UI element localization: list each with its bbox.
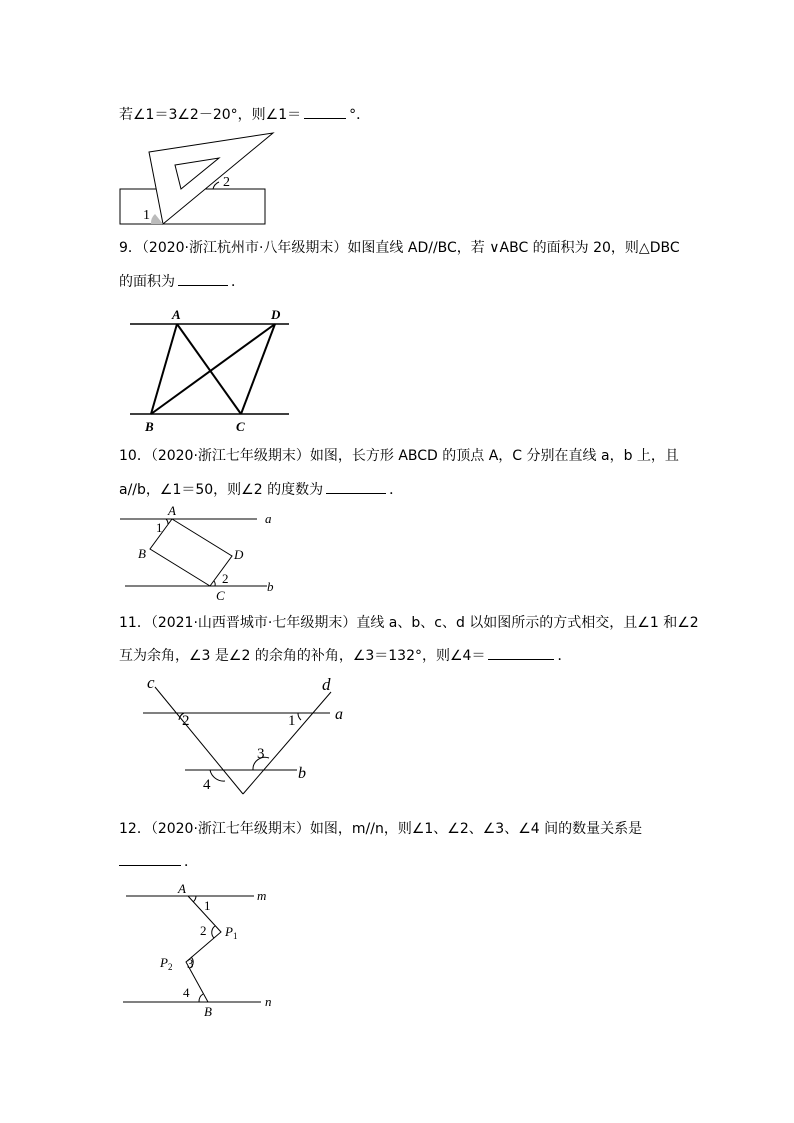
q11-label-a: a bbox=[335, 706, 343, 723]
q8-answer-blank bbox=[304, 104, 346, 119]
q11-line2 bbox=[119, 645, 571, 665]
q9-label-D: D bbox=[271, 307, 281, 322]
q11-figure bbox=[135, 670, 360, 800]
q11-angle4-arc bbox=[210, 770, 225, 781]
q9-segment-AC bbox=[177, 324, 241, 414]
q12-label-B: B bbox=[204, 1004, 212, 1019]
q9-answer-blank bbox=[178, 271, 228, 286]
q11-label-c: c bbox=[147, 673, 155, 692]
q9-line2-end: ． bbox=[231, 274, 245, 290]
q12-label-3: 3 bbox=[187, 956, 194, 971]
q10-line1: 10．（2020·浙江七年级期末）如图，长方形 ABCD 的顶点 A，C 分别在直线 a，b 上，且 bbox=[119, 448, 679, 464]
q11-angle1-arc bbox=[298, 713, 301, 720]
q9-segment-AB bbox=[151, 324, 177, 414]
q12-label-4: 4 bbox=[183, 985, 190, 1000]
q10-figure bbox=[115, 503, 285, 603]
q9-line2 bbox=[119, 271, 245, 291]
q12-angle4-arc bbox=[199, 994, 203, 1002]
q12-label-A: A bbox=[178, 881, 186, 896]
q11-line1: 11．（2021·山西晋城市·七年级期末）直线 a、b、c、d 以如图所示的方式相交，且∠1 和∠2 bbox=[119, 615, 699, 631]
q12-label-1: 1 bbox=[204, 898, 211, 913]
q11-line2-text: 互为余角，∠3 是∠2 的余角的补角，∠3＝132°，则∠4＝ bbox=[119, 648, 486, 664]
q12-label-m: m bbox=[257, 888, 267, 903]
q10-line2 bbox=[119, 479, 403, 499]
q11-label-d: d bbox=[322, 675, 331, 694]
q8-text-pre: 若∠1＝3∠2－20°，则∠1＝ bbox=[119, 107, 302, 123]
q10-line2-end: ． bbox=[389, 482, 404, 498]
q10-label-2: 2 bbox=[222, 571, 229, 586]
q8-set-square bbox=[149, 133, 273, 224]
q12-answer-blank bbox=[119, 851, 181, 866]
q10-label-C: C bbox=[216, 588, 225, 603]
q9-segment-DB bbox=[151, 324, 275, 414]
q9-label-A: A bbox=[172, 307, 181, 322]
q12-label-P2: $P_2$ bbox=[160, 955, 173, 972]
q11-label-b: b bbox=[298, 765, 306, 782]
q12-label-n: n bbox=[265, 994, 272, 1009]
q9-label-B: B bbox=[145, 419, 154, 434]
q11-label-1: 1 bbox=[288, 713, 296, 729]
q11-line-d bbox=[243, 692, 331, 794]
q9-figure bbox=[125, 300, 300, 435]
q12-figure bbox=[118, 878, 288, 1020]
q10-answer-blank bbox=[326, 479, 386, 494]
q8-label-2: 2 bbox=[223, 175, 230, 190]
q12-angle-p1-arc bbox=[212, 926, 215, 938]
q10-angle2-arc bbox=[214, 581, 215, 586]
q11-line2-end: ． bbox=[557, 648, 572, 664]
q8-angle2-arc bbox=[213, 182, 219, 189]
q8-figure bbox=[115, 128, 280, 230]
q12-line2 bbox=[119, 851, 198, 871]
q10-label-b: b bbox=[267, 579, 274, 594]
q12-label-P1: $P_1$ bbox=[225, 924, 238, 941]
q10-label-a: a bbox=[265, 511, 272, 526]
q11-line-c bbox=[155, 687, 243, 794]
q11-label-4: 4 bbox=[203, 777, 211, 793]
q11-label-2: 2 bbox=[182, 713, 190, 729]
q11-label-3: 3 bbox=[257, 746, 265, 762]
q9-label-C: C bbox=[236, 419, 245, 434]
q9-line2-text: 的面积为 bbox=[119, 274, 175, 290]
q8-label-1: 1 bbox=[143, 208, 150, 223]
q12-angle1-arc bbox=[193, 896, 196, 902]
q12-line1: 12．（2020·浙江七年级期末）如图，m//n，则∠1、∠2、∠3、∠4 间的数量关系是 bbox=[119, 821, 643, 837]
q10-label-B: B bbox=[138, 546, 146, 561]
q10-label-A: A bbox=[168, 503, 176, 518]
q12-label-2: 2 bbox=[200, 923, 207, 938]
q10-angle1-arc bbox=[166, 519, 168, 524]
q10-line2-text: a//b，∠1＝50，则∠2 的度数为 bbox=[119, 482, 324, 498]
q8-text bbox=[119, 104, 370, 124]
q9-line1: 9．（2020·浙江杭州市·八年级期末）如图直线 AD//BC，若 ∨ABC 的面积为 20，则△DBC bbox=[119, 240, 680, 256]
q10-label-D: D bbox=[234, 547, 244, 562]
q10-label-1: 1 bbox=[156, 520, 163, 535]
q12-line2-end: ． bbox=[184, 854, 198, 870]
q11-answer-blank bbox=[488, 645, 554, 660]
q8-text-post: °． bbox=[349, 107, 371, 123]
